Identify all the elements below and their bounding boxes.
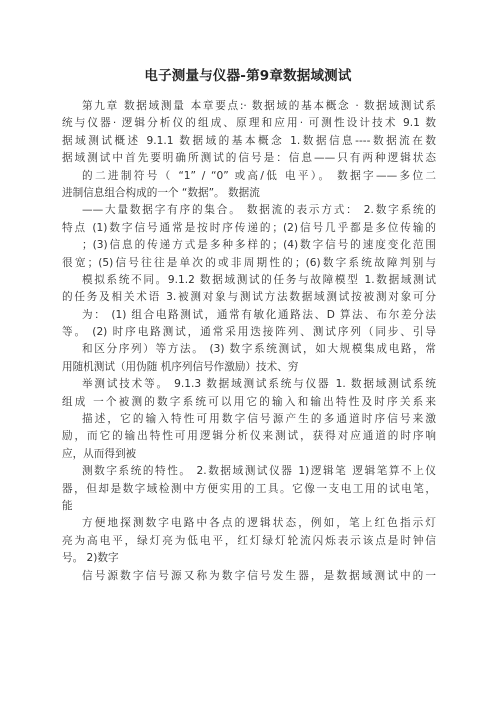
text-line: 组成 一个被测的数字系统可以用它的输入和输出特性及时序关系来	[62, 395, 436, 408]
text-line: 测数字系统的特性。 2.数据域测试仪器 1)逻辑笔 逻辑笔算不上仪	[82, 465, 436, 478]
text-line: 的二进制符号（ “1” / “0” 或高/低 电平）。 数据字——多位二	[82, 169, 436, 182]
text-line: 亮为高电平，绿灯亮为低电平，红灯绿灯轮流闪烁表示该点是时钟信	[62, 534, 436, 547]
document-title: 电子测量与仪器-第9章数据域测试	[144, 68, 352, 84]
text-line: 方便地探测数字电路中各点的逻辑状态，例如，笔上红色指示灯	[82, 517, 436, 530]
text-line: 用随机测试（用伪随 机序列信号作激励）技术、穷	[62, 360, 299, 373]
text-line: 据域测试中首先要明确所测试的信号是：信息——只有两种逻辑状态	[62, 152, 436, 165]
text-line: 据域测试概述 9.1.1 数据域的基本概念 1.数据信息----数据流在数	[62, 134, 436, 147]
text-line: 和区分序列）等方法。 (3) 数字系统测试，如大规模集成电路，常	[82, 343, 436, 356]
text-line: 统与仪器· 逻辑分析仪的组成、原理和应用· 可测性设计技术 9.1 数	[62, 117, 436, 130]
text-line: ——大量数据字有序的集合。 数据流的表示方式： 2.数字系统的	[82, 204, 436, 217]
text-line: 器，但却是数字域检测中方便实用的工具。它像一支电工用的试电笔，	[62, 482, 436, 495]
text-line: 励，而它的输出特性可用逻辑分析仪来测试，获得对应通道的时序响	[62, 430, 436, 443]
text-line: 特点 (1)数字信号通常是按时序传递的；(2)信号几乎都是多位传输的	[62, 221, 436, 234]
text-line: 信号源数字信号源又称为数字信号发生器，是数据域测试中的一	[82, 569, 436, 582]
text-line: 的任务及相关术语 3.被测对象与测试方法数据域测试按被测对象可分	[62, 291, 436, 304]
text-line: ；(3)信息的传递方式是多种多样的；(4)数字信号的速度变化范围	[82, 239, 436, 252]
text-line: 能	[62, 499, 73, 512]
text-line: 号。 2)数字	[62, 552, 119, 565]
text-line: 为： (1) 组合电路测试，通常有敏化通路法、D 算法、布尔差分法	[82, 308, 436, 321]
text-line: 很宽；(5)信号往往是单次的或非周期性的；(6)数字系统故障判别与	[62, 256, 436, 269]
text-line: 举测试技术等。 9.1.3 数据域测试系统与仪器 1. 数据域测试系统	[82, 378, 436, 391]
text-line: 进制信息组合构成的一个 “数据”。 数据流	[62, 186, 260, 199]
document-body	[62, 98, 436, 585]
text-line: 描述，它的输入特性可用数字信号源产生的多通道时序信号来激	[82, 413, 436, 426]
text-line: 等。 (2) 时序电路测试，通常采用迭接阵列、测试序列（同步、引导	[62, 326, 436, 339]
text-line: 应，从而得到被	[62, 447, 137, 460]
text-line: 第九章 数据域测量 本章要点:· 数据域的基本概念 · 数据域测试系	[82, 100, 436, 112]
text-line: 模拟系统不同。9.1.2 数据域测试的任务与故障模型 1.数据域测试	[82, 273, 436, 286]
